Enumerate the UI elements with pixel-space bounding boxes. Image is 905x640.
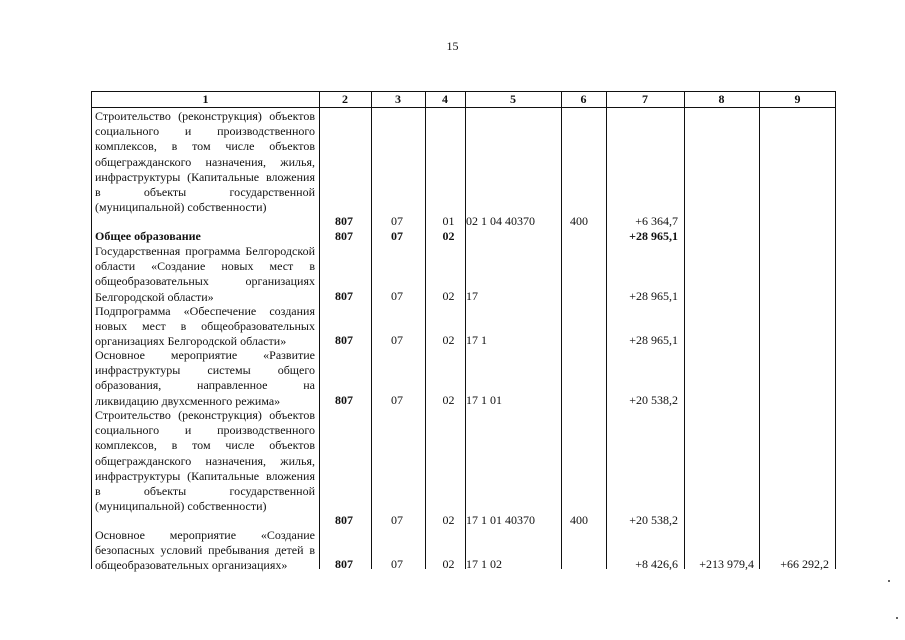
cell-target-article: 02 1 04 40370 (466, 214, 535, 228)
header-col-9: 9 (794, 92, 801, 106)
cell-section: 07 (391, 214, 403, 228)
cell-target-article: 17 1 (466, 333, 487, 347)
cell-subsection: 02 (442, 513, 455, 527)
column-divider (684, 92, 685, 569)
cell-subsection: 02 (442, 393, 455, 407)
cell-code: 807 (335, 513, 353, 527)
row-description: Строительство (реконструкция) объектов социального и производственного комплексов, в том числе объектов общегражданского назначения, жилья, инфраструктуры (Капитальные вложения в объекты государственной (муниципальной) собственности) (95, 109, 315, 215)
cell-section: 07 (391, 513, 403, 527)
header-col-4: 4 (442, 92, 448, 106)
cell-section: 07 (391, 289, 403, 303)
header-col-2: 2 (342, 92, 348, 106)
cell-code: 807 (335, 214, 353, 228)
cell-expense-type: 400 (570, 214, 588, 228)
cell-target-article: 17 1 01 40370 (466, 513, 535, 527)
cell-amount-col7: +20 538,2 (629, 513, 678, 527)
column-divider (319, 92, 320, 569)
cell-expense-type: 400 (570, 513, 588, 527)
cell-subsection: 02 (442, 289, 455, 303)
cell-subsection: 02 (442, 333, 455, 347)
column-divider (606, 92, 607, 569)
row-description: Строительство (реконструкция) объектов социального и производственного комплексов, в том числе объектов общегражданского назначения, жилья, инфраструктуры (Капитальные вложения в объекты государственной (муниципальной) собственности) (95, 408, 315, 514)
cell-target-article: 17 1 01 (466, 393, 502, 407)
cell-amount-col9: +66 292,2 (780, 557, 829, 571)
column-divider (465, 92, 466, 569)
header-col-6: 6 (580, 92, 587, 106)
cell-subsection: 02 (442, 229, 455, 243)
page-number: 15 (446, 39, 459, 53)
cell-subsection: 01 (442, 214, 455, 228)
column-divider (759, 92, 760, 569)
budget-table (91, 91, 836, 573)
cell-amount-col8: +213 979,4 (699, 557, 754, 571)
cell-amount-col7: +6 364,7 (635, 214, 678, 228)
cell-target-article: 17 1 02 (466, 557, 502, 571)
cell-section: 07 (391, 333, 403, 347)
cell-amount-col7: +8 426,6 (635, 557, 678, 571)
row-description: Основное мероприятие «Развитие инфраструктуры системы общего образования, направленное на ликвидацию двухсменного режима» (95, 348, 315, 408)
header-divider (92, 107, 835, 108)
cell-section: 07 (391, 557, 403, 571)
row-description: Основное мероприятие «Создание безопасных условий пребывания детей в общеобразовательных организациях» (95, 528, 315, 573)
column-divider (561, 92, 562, 569)
cell-amount-col7: +28 965,1 (629, 289, 678, 303)
row-description: Государственная программа Белгородской области «Создание новых мест в общеобразовательных организациях Белгородской области» (95, 244, 315, 304)
header-col-1: 1 (202, 92, 209, 106)
cell-subsection: 02 (442, 557, 455, 571)
cell-code: 807 (335, 289, 353, 303)
row-description: Подпрограмма «Обеспечение создания новых мест в общеобразовательных организациях Белгородской области» (95, 304, 315, 349)
scan-speck (888, 580, 890, 582)
cell-amount-col7: +28 965,1 (629, 333, 678, 347)
cell-target-article: 17 (466, 289, 478, 303)
cell-code: 807 (335, 393, 353, 407)
header-col-5: 5 (510, 92, 516, 106)
cell-section: 07 (391, 229, 403, 243)
cell-amount-col7: +20 538,2 (629, 393, 678, 407)
cell-amount-col7: +28 965,1 (629, 229, 678, 243)
column-divider (425, 92, 426, 569)
cell-code: 807 (335, 557, 353, 571)
header-col-8: 8 (718, 92, 725, 106)
header-col-7: 7 (642, 92, 648, 106)
cell-code: 807 (335, 229, 353, 243)
column-divider (371, 92, 372, 569)
cell-section: 07 (391, 393, 403, 407)
cell-code: 807 (335, 333, 353, 347)
header-col-3: 3 (395, 92, 401, 106)
scan-speck (896, 617, 898, 619)
row-description: Общее образование (95, 229, 201, 243)
